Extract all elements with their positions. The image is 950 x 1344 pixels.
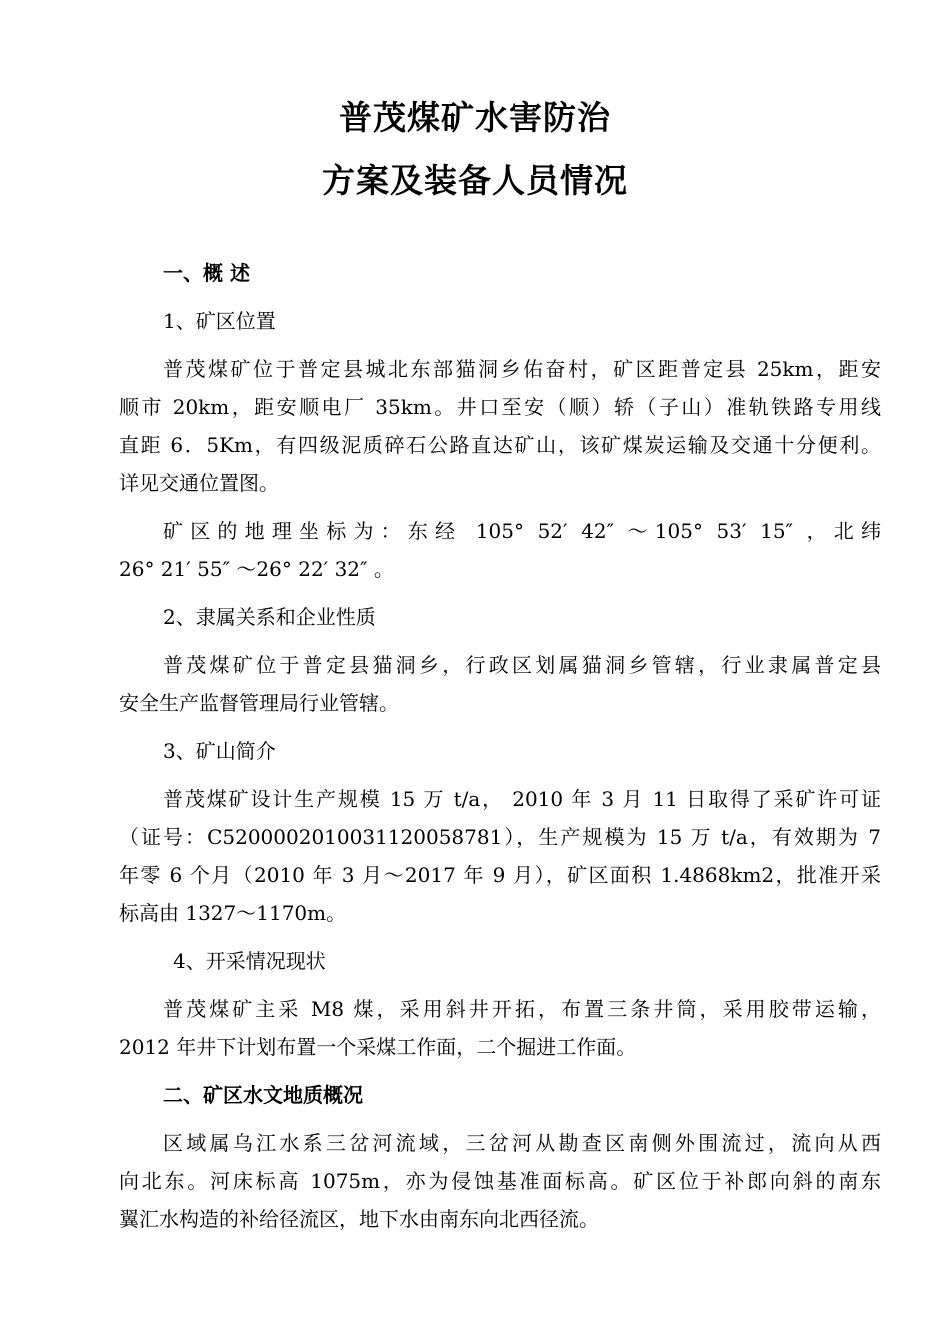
section-heading-hydrogeology: 二、矿区水文地质概况	[163, 1083, 363, 1107]
paragraph-line: 向北东。河床标高 1075m，亦为侵蚀基准面标高。矿区位于补郎向斜的南东	[119, 1169, 881, 1193]
paragraph-line: 详见交通位置图。	[119, 471, 279, 495]
paragraph-line: 2012 年井下计划布置一个采煤工作面，二个掘进工作面。	[119, 1035, 637, 1059]
paragraph-line: 安全生产监督管理局行业管辖。	[119, 691, 399, 715]
section-heading-overview: 一、概 述	[163, 261, 250, 285]
paragraph-line: 区域属乌江水系三岔河流域，三岔河从勘查区南侧外围流过，流向从西	[163, 1131, 881, 1155]
paragraph-line: 矿区的地理坐标为：东经 105° 52′ 42″ ～105° 53′ 15″ ，北纬	[163, 519, 881, 543]
paragraph-line: 普茂煤矿设计生产规模 15 万 t/a， 2010 年 3 月 11 日取得了采矿许可证	[163, 787, 881, 811]
paragraph-line: 普茂煤矿主采 M8 煤，采用斜井开拓，布置三条井筒，采用胶带运输，	[163, 997, 881, 1021]
paragraph-line: 翼汇水构造的补给径流区，地下水由南东向北西径流。	[119, 1207, 599, 1231]
paragraph-line: 普茂煤矿位于普定县城北东部猫洞乡佑奋村，矿区距普定县 25km，距安	[163, 357, 881, 381]
document-title-line-2: 方案及装备人员情况	[322, 161, 628, 200]
paragraph-line: 标高由 1327～1170m。	[119, 901, 347, 925]
paragraph-line: （证号：C5200002010031120058781），生产规模为 15 万 t/a，有效期为 7	[119, 825, 881, 849]
paragraph-line: 顺市 20km，距安顺电厂 35km。井口至安（顺）轿（子山）准轨铁路专用线	[119, 395, 881, 419]
document-title-line-1: 普茂煤矿水害防治	[339, 98, 611, 137]
subsection-heading-location: 1、矿区位置	[163, 309, 276, 333]
paragraph-line: 26° 21′ 55″ ～26° 22′ 32″ 。	[119, 557, 394, 581]
paragraph-line: 普茂煤矿位于普定县猫洞乡，行政区划属猫洞乡管辖，行业隶属普定县	[163, 653, 881, 677]
subsection-heading-mining-status: 4、开采情况现状	[173, 949, 326, 973]
paragraph-line: 直距 6．5Km，有四级泥质碎石公路直达矿山，该矿煤炭运输及交通十分便利。	[119, 433, 881, 457]
subsection-heading-mine-intro: 3、矿山简介	[163, 739, 276, 763]
paragraph-line: 年零 6 个月（2010 年 3 月～2017 年 9 月），矿区面积 1.4868km2，批准开采	[119, 863, 881, 887]
subsection-heading-affiliation: 2、隶属关系和企业性质	[163, 605, 376, 629]
